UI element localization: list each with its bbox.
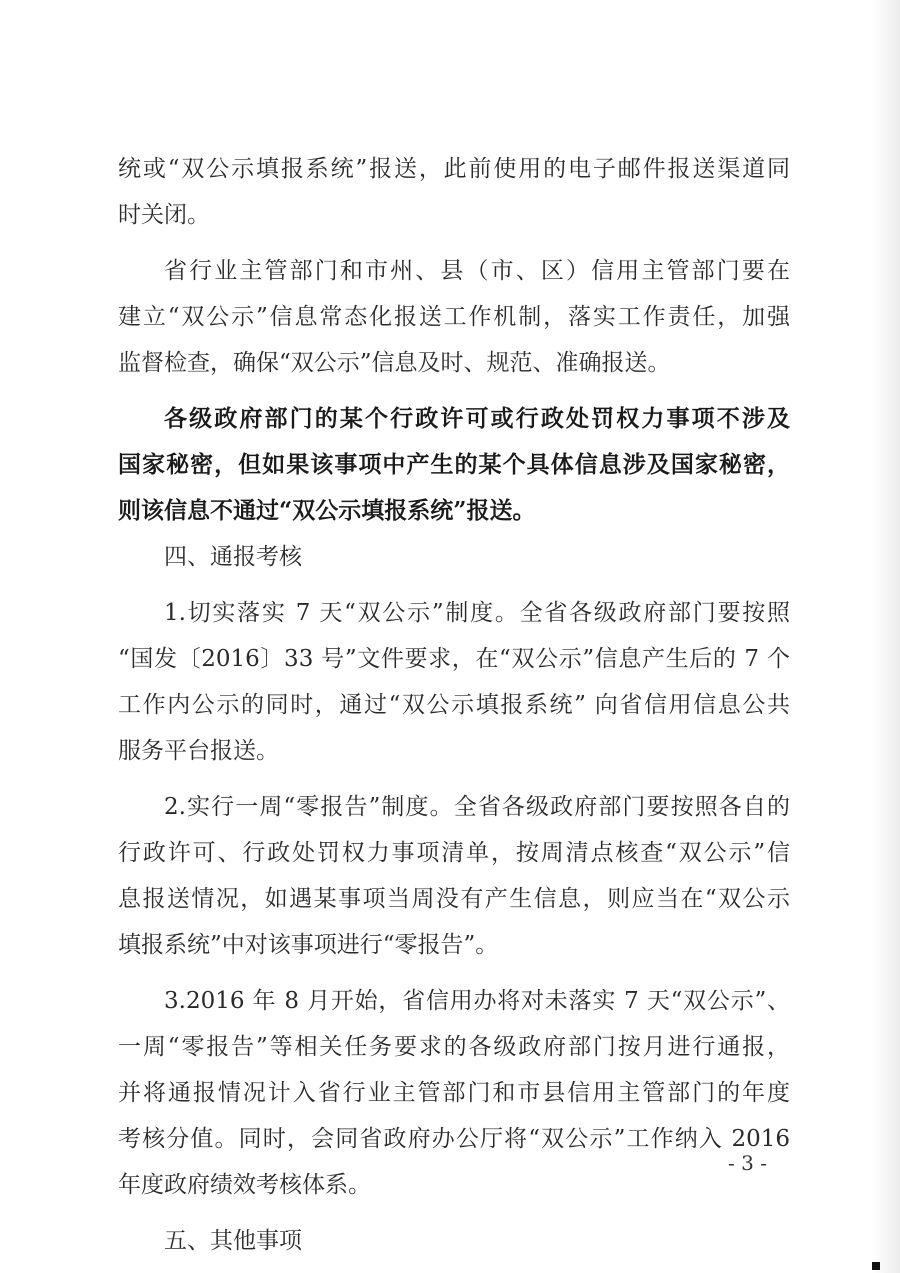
scan-corner-mark [872, 1262, 880, 1270]
text-line: 时关闭。 [118, 202, 210, 228]
section-heading: 五、其他事项 [164, 1228, 302, 1254]
text-line: 考核分值。同时，会同省政府办公厅将“双公示”工作纳入 2016 [118, 1126, 790, 1152]
text-line: 年度政府绩效考核体系。 [118, 1172, 371, 1198]
text-line: 工作内公示的同时，通过“双公示填报系统” 向省信用信息公共 [118, 692, 790, 718]
text-line: 行政许可、行政处罚权力事项清单，按周清点核查“双公示”信 [118, 840, 790, 866]
text-line: 并将通报情况计入省行业主管部门和市县信用主管部门的年度 [118, 1080, 790, 1106]
text-line: “国发〔2016〕33 号”文件要求，在“双公示”信息产生后的 7 个 [118, 646, 790, 672]
text-line: 监督检查，确保“双公示”信息及时、规范、准确报送。 [118, 350, 671, 376]
text-line: 建立“双公示”信息常态化报送工作机制，落实工作责任，加强 [118, 304, 790, 330]
text-line: 省行业主管部门和市州、县（市、区）信用主管部门要在 [164, 258, 790, 284]
scan-edge-shadow [872, 0, 900, 1273]
page-number: - 3 - [728, 1151, 767, 1175]
text-line: 填报系统”中对该事项进行“零报告”。 [118, 932, 499, 958]
text-line: 统或“双公示填报系统”报送，此前使用的电子邮件报送渠道同 [118, 156, 790, 182]
text-line-bold: 国家秘密，但如果该事项中产生的某个具体信息涉及国家秘密， [118, 451, 790, 478]
text-line: 2.实行一周“零报告”制度。全省各级政府部门要按照各自的 [164, 794, 790, 820]
body-text [118, 146, 790, 1264]
text-line: 3.2016 年 8 月开始，省信用办将对未落实 7 天“双公示”、 [164, 988, 790, 1014]
section-heading: 四、通报考核 [164, 544, 302, 570]
text-line: 息报送情况，如遇某事项当周没有产生信息，则应当在“双公示 [118, 886, 790, 912]
text-line: 服务平台报送。 [118, 738, 279, 764]
text-line-bold: 各级政府部门的某个行政许可或行政处罚权力事项不涉及 [164, 405, 790, 432]
text-line: 一周“零报告”等相关任务要求的各级政府部门按月进行通报， [118, 1034, 790, 1060]
text-line: 1.切实落实 7 天“双公示”制度。全省各级政府部门要按照 [164, 600, 790, 626]
text-line-bold: 则该信息不通过“双公示填报系统”报送。 [118, 497, 536, 524]
